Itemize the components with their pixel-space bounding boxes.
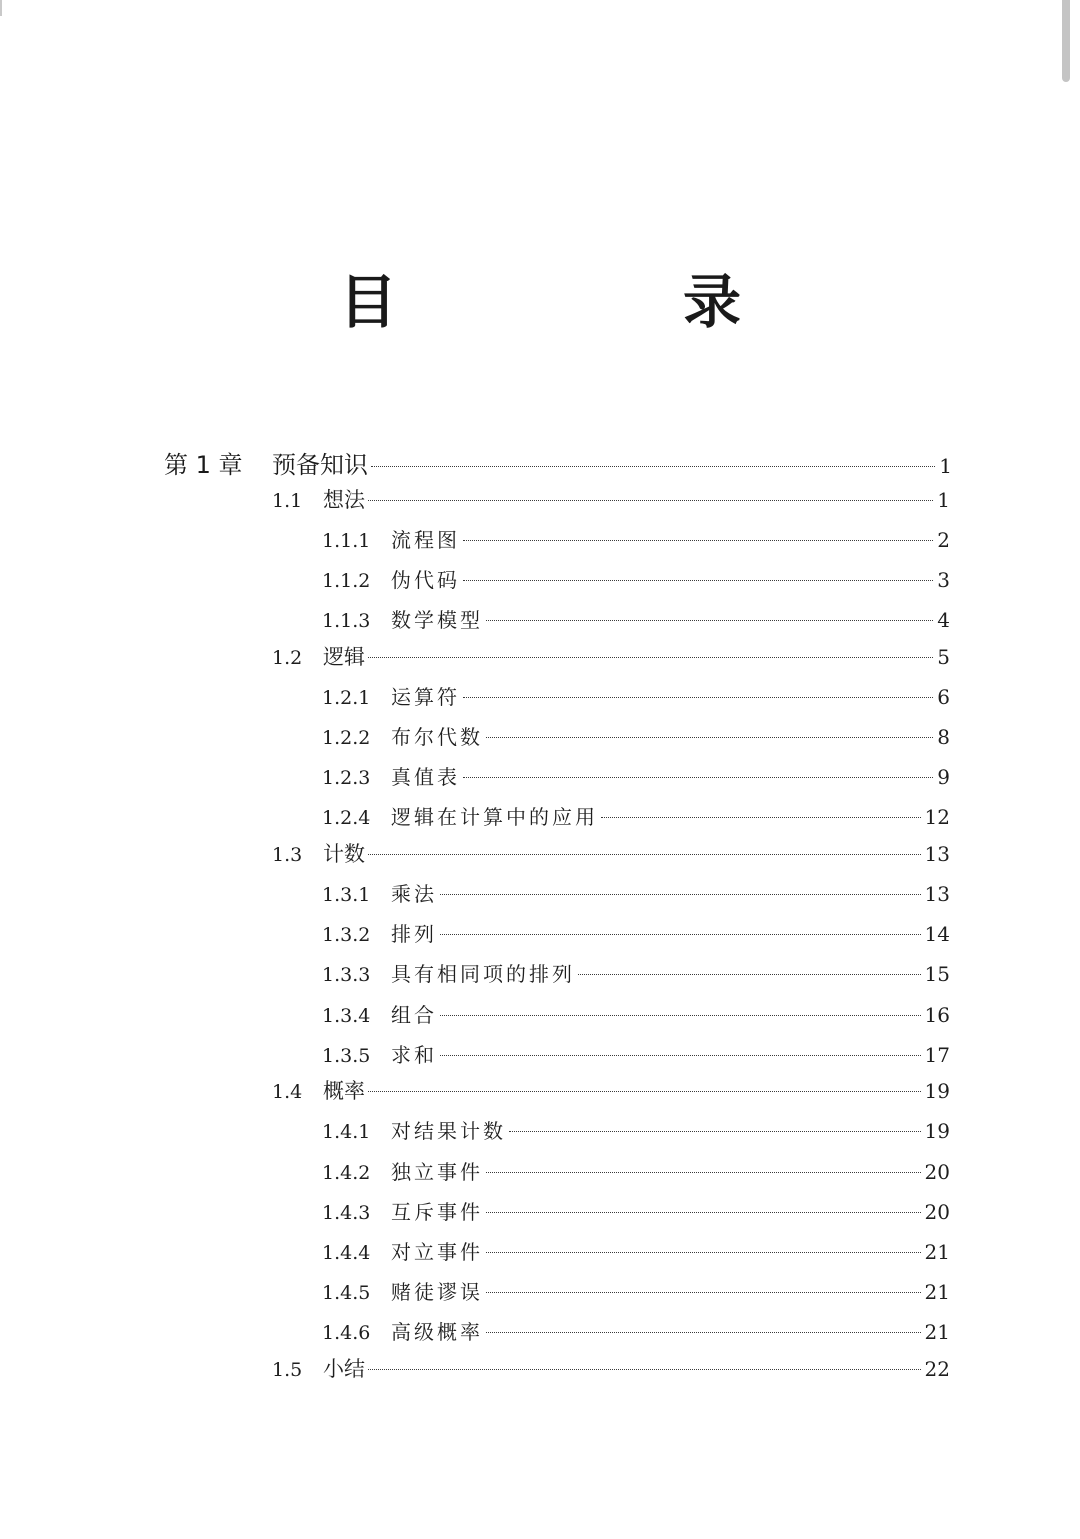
toc-entry-page: 16 xyxy=(924,1003,950,1027)
dot-leader xyxy=(440,934,921,935)
toc-entry-title: 独立事件 xyxy=(391,1160,483,1184)
toc-entry-title: 互斥事件 xyxy=(391,1200,483,1224)
toc-entry-number: 1.4.3 xyxy=(322,1202,371,1224)
toc-entry-number: 1.2.4 xyxy=(322,807,371,829)
dot-leader xyxy=(368,657,933,658)
toc-entry-title: 排列 xyxy=(391,922,437,946)
toc-entry-title: 流程图 xyxy=(391,528,460,552)
toc-entry-number: 1.3.4 xyxy=(322,1005,371,1027)
toc-entry-subsection[interactable] xyxy=(322,681,950,717)
toc-entry-subsection[interactable] xyxy=(322,1156,950,1192)
toc-entry-title: 小结 xyxy=(323,1357,365,1381)
toc-entry-number: 1.1.3 xyxy=(322,610,371,632)
dot-leader xyxy=(509,1131,921,1132)
toc-entry-subsection[interactable] xyxy=(322,1236,950,1272)
toc-entry-subsection[interactable] xyxy=(322,761,950,797)
toc-entry-page: 5 xyxy=(937,645,950,669)
dot-leader xyxy=(440,1015,921,1016)
toc-entry-title: 乘法 xyxy=(391,882,437,906)
toc-entry-subsection[interactable] xyxy=(322,524,950,560)
toc-entry-number: 1.2 xyxy=(272,647,303,669)
toc-entry-title: 数学模型 xyxy=(391,608,483,632)
dot-leader xyxy=(486,1212,921,1213)
toc-entry-number: 1.3.3 xyxy=(322,964,371,986)
toc-entry-subsection[interactable] xyxy=(322,564,950,600)
toc-entry-number: 1.2.2 xyxy=(322,727,371,749)
toc-entry-subsection[interactable] xyxy=(322,1316,950,1352)
toc-entry-number: 1.4.4 xyxy=(322,1242,371,1264)
toc-entry-title: 赌徒谬误 xyxy=(391,1280,483,1304)
toc-entry-subsection[interactable] xyxy=(322,999,950,1035)
dot-leader xyxy=(368,854,921,855)
toc-entry-title: 逻辑在计算中的应用 xyxy=(391,805,598,829)
toc-entry-number: 1.3.2 xyxy=(322,924,371,946)
toc-entry-title: 概率 xyxy=(323,1079,365,1103)
toc-entry-page: 12 xyxy=(924,805,950,829)
toc-entry-subsection[interactable] xyxy=(322,801,950,837)
toc-entry-page: 1 xyxy=(939,454,952,478)
toc-entry-page: 20 xyxy=(924,1200,950,1224)
toc-entry-number: 1.4.2 xyxy=(322,1162,371,1184)
toc-entry-number: 1.1.1 xyxy=(322,530,371,552)
dot-leader xyxy=(486,1332,921,1333)
toc-entry-subsection[interactable] xyxy=(322,1196,950,1232)
dot-leader xyxy=(371,466,935,467)
toc-entry-title: 真值表 xyxy=(391,765,460,789)
toc-entry-title: 运算符 xyxy=(391,685,460,709)
toc-entry-number: 1.4.1 xyxy=(322,1121,371,1143)
dot-leader xyxy=(578,974,921,975)
toc-entry-title: 想法 xyxy=(323,488,365,512)
toc-entry-title: 计数 xyxy=(323,842,365,866)
toc-entry-number: 1.4.5 xyxy=(322,1282,371,1304)
toc-entry-page: 21 xyxy=(924,1320,950,1344)
toc-entry-section[interactable] xyxy=(272,641,950,677)
toc-entry-title: 组合 xyxy=(391,1003,437,1027)
dot-leader xyxy=(463,540,933,541)
toc-entry-section[interactable] xyxy=(272,1075,950,1111)
page-title: 目 录 xyxy=(338,268,855,336)
toc-entry-page: 4 xyxy=(937,608,950,632)
toc-entry-title: 布尔代数 xyxy=(391,725,483,749)
toc-entry-subsection[interactable] xyxy=(322,958,950,994)
toc-entry-number: 1.5 xyxy=(272,1359,303,1381)
toc-entry-page: 15 xyxy=(924,962,950,986)
toc-entry-chapter[interactable] xyxy=(164,445,952,481)
toc-entry-page: 13 xyxy=(924,882,950,906)
toc-entry-page: 17 xyxy=(924,1043,950,1067)
toc-entry-page: 21 xyxy=(924,1240,950,1264)
toc-entry-subsection[interactable] xyxy=(322,918,950,954)
toc-entry-page: 6 xyxy=(937,685,950,709)
toc-entry-page: 8 xyxy=(937,725,950,749)
toc-entry-page: 22 xyxy=(924,1357,950,1381)
dot-leader xyxy=(601,817,921,818)
dot-leader xyxy=(368,500,933,501)
toc-entry-subsection[interactable] xyxy=(322,878,950,914)
toc-entry-page: 14 xyxy=(924,922,950,946)
toc-entry-section[interactable] xyxy=(272,484,950,520)
toc-entry-page: 19 xyxy=(924,1119,950,1143)
toc-entry-section[interactable] xyxy=(272,1353,950,1389)
dot-leader xyxy=(440,1055,921,1056)
toc-entry-subsection[interactable] xyxy=(322,604,950,640)
toc-entry-number: 1.4 xyxy=(272,1081,303,1103)
toc-entry-number: 1.3.5 xyxy=(322,1045,371,1067)
toc-entry-page: 9 xyxy=(937,765,950,789)
toc-entry-subsection[interactable] xyxy=(322,1115,950,1151)
dot-leader xyxy=(486,1172,921,1173)
dot-leader xyxy=(368,1369,921,1370)
toc-entry-number: 1.1 xyxy=(272,490,303,512)
toc-entry-title: 高级概率 xyxy=(391,1320,483,1344)
toc-entry-number: 1.3 xyxy=(272,844,303,866)
toc-entry-title: 具有相同项的排列 xyxy=(391,962,575,986)
dot-leader xyxy=(486,1252,921,1253)
toc-entry-title: 预备知识 xyxy=(272,451,368,479)
toc-entry-title: 求和 xyxy=(391,1043,437,1067)
dot-leader xyxy=(463,580,933,581)
toc-entry-section[interactable] xyxy=(272,838,950,874)
dot-leader xyxy=(463,777,933,778)
toc-entry-subsection[interactable] xyxy=(322,1276,950,1312)
dot-leader xyxy=(440,894,921,895)
toc-entry-number: 1.2.3 xyxy=(322,767,371,789)
dot-leader xyxy=(463,697,933,698)
toc-entry-subsection[interactable] xyxy=(322,1039,950,1075)
toc-entry-page: 13 xyxy=(924,842,950,866)
dot-leader xyxy=(368,1091,921,1092)
toc-entry-subsection[interactable] xyxy=(322,721,950,757)
toc-entry-number: 第 1 章 xyxy=(164,451,243,479)
toc-entry-page: 20 xyxy=(924,1160,950,1184)
toc-entry-page: 19 xyxy=(924,1079,950,1103)
toc-entry-title: 伪代码 xyxy=(391,568,460,592)
toc-entry-title: 对结果计数 xyxy=(391,1119,506,1143)
toc-entry-page: 3 xyxy=(937,568,950,592)
toc-entry-page: 2 xyxy=(937,528,950,552)
toc-entry-title: 逻辑 xyxy=(323,645,365,669)
toc-entry-page: 1 xyxy=(937,488,950,512)
toc-entry-number: 1.4.6 xyxy=(322,1322,371,1344)
dot-leader xyxy=(486,620,933,621)
toc-entry-title: 对立事件 xyxy=(391,1240,483,1264)
dot-leader xyxy=(486,737,933,738)
toc-entry-number: 1.3.1 xyxy=(322,884,371,906)
dot-leader xyxy=(486,1292,921,1293)
toc-entry-number: 1.1.2 xyxy=(322,570,371,592)
toc-entry-page: 21 xyxy=(924,1280,950,1304)
toc-entry-number: 1.2.1 xyxy=(322,687,371,709)
